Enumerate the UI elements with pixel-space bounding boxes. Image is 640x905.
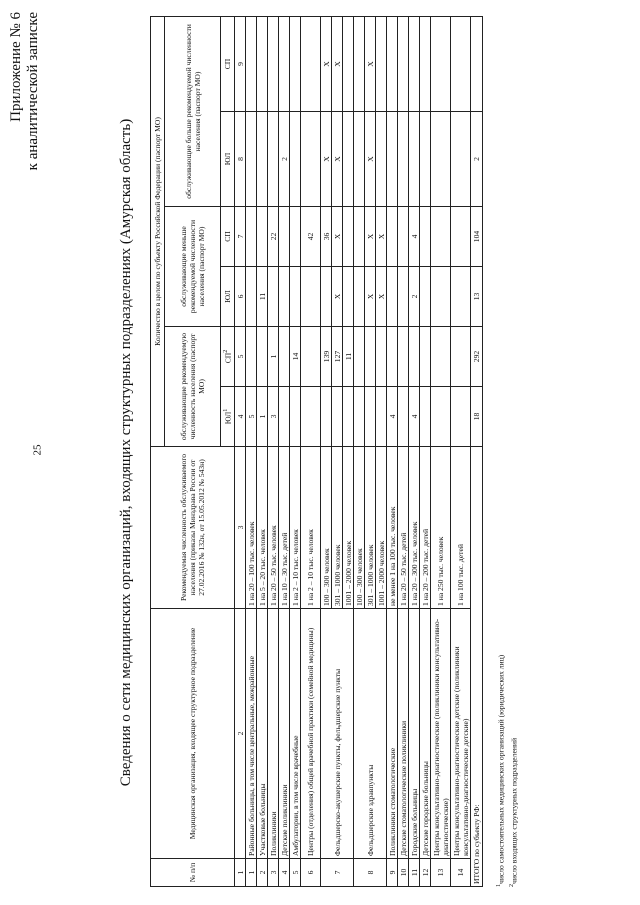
header-norm: Рекомендуемая численность обслуживаемого населения (приказы Минздрава России от 27.02.2016 № 132н, от 15.05.2012 № 543н): [151, 447, 235, 609]
row-value: [420, 16, 431, 111]
colnum-2: 2: [235, 609, 246, 859]
table-row: [301, 16, 321, 886]
total-label: ИТОГО по субъекту РФ:: [471, 447, 483, 887]
row-value: [387, 267, 398, 327]
appendix-line1: Приложение № 6: [8, 12, 24, 122]
row-value: [451, 327, 471, 387]
row-norm: 1 на 250 тыс. человек: [431, 447, 451, 609]
facilities-table: [150, 16, 483, 887]
row-value: X: [376, 207, 387, 267]
row-value: [398, 112, 409, 207]
row-value: 2: [279, 112, 290, 207]
row-value: [387, 16, 398, 111]
row-value: [301, 112, 321, 207]
row-organization: Участковые больницы: [257, 609, 268, 859]
page-number: 25: [31, 444, 44, 456]
appendix-line2: к аналитической записке: [25, 12, 41, 171]
footnote-1-text: число самостоятельных медицинских организаций (юридических лиц): [496, 654, 506, 884]
row-value: 4: [409, 387, 420, 447]
row-value: 36: [321, 207, 332, 267]
table-row: [409, 16, 420, 886]
row-value: [354, 267, 365, 327]
row-value: [290, 16, 301, 111]
row-value: [268, 16, 279, 111]
row-value: [398, 387, 409, 447]
row-number: 10: [398, 859, 409, 887]
row-value: [420, 112, 431, 207]
row-value: [268, 267, 279, 327]
row-value: X: [332, 267, 343, 327]
header-group-more: обслуживающие больше рекомендуемой численности населения (паспорт МО): [165, 16, 221, 206]
row-norm: 1 на 20 – 300 тыс. человек: [409, 447, 420, 609]
row-value: [354, 327, 365, 387]
header-yul-1: [221, 387, 235, 447]
row-value: [343, 207, 354, 267]
row-number: 5: [290, 859, 301, 887]
row-organization: Центры консультативно-диагностические детские (поликлиники консультативно-диагностические детские): [451, 609, 471, 859]
row-norm: 100 – 300 человек: [354, 447, 365, 609]
row-value: [451, 267, 471, 327]
row-value: [451, 387, 471, 447]
row-value: [246, 327, 257, 387]
row-value: 4: [387, 387, 398, 447]
row-value: 2: [409, 267, 420, 327]
row-value: X: [332, 16, 343, 111]
row-norm: 1001 – 2000 человек: [376, 447, 387, 609]
row-value: [343, 387, 354, 447]
row-value: [409, 327, 420, 387]
row-value: [451, 16, 471, 111]
table-row: [290, 16, 301, 886]
row-value: [451, 112, 471, 207]
row-number: 8: [354, 859, 387, 887]
row-number: 2: [257, 859, 268, 887]
row-number: 4: [279, 859, 290, 887]
row-norm: 1 на 10 – 30 тыс. детей: [279, 447, 290, 609]
row-organization: Амбулатории, в том числе врачебные: [290, 609, 301, 859]
total-value: 292: [471, 327, 483, 387]
row-organization: Центры консультативно-диагностические (поликлиники консультативно-диагностические): [431, 609, 451, 859]
row-number: 14: [451, 859, 471, 887]
table-row: [451, 16, 471, 886]
row-value: [321, 267, 332, 327]
footnote-2-text: число входящих структурных подразделений: [509, 737, 519, 884]
colnum-7: 7: [235, 207, 246, 267]
row-organization: Поликлиники стоматологические: [387, 609, 398, 859]
row-value: [279, 207, 290, 267]
row-value: X: [321, 16, 332, 111]
row-value: [431, 207, 451, 267]
row-value: [290, 112, 301, 207]
table-row: [431, 16, 451, 886]
row-norm: 1 на 5 – 20 тыс. человек: [257, 447, 268, 609]
row-value: [332, 387, 343, 447]
table-row: [398, 16, 409, 886]
row-organization: Поликлиники: [268, 609, 279, 859]
footnote-ref-1: 1: [223, 408, 230, 412]
header-yul-3: ЮЛ: [221, 112, 235, 207]
document-title: Сведения о сети медицинских организаций, входящих структурных подразделениях (Амурская область): [118, 118, 134, 787]
header-sp-1: [221, 327, 235, 387]
row-value: [354, 112, 365, 207]
row-organization: Детские городские больницы: [420, 609, 431, 859]
total-value: 2: [471, 112, 483, 207]
table-row: [387, 16, 398, 886]
row-organization: Детские поликлиники: [279, 609, 290, 859]
colnum-9: 9: [235, 16, 246, 111]
colnum-6: 6: [235, 267, 246, 327]
row-value: [376, 112, 387, 207]
row-value: [354, 16, 365, 111]
footnote-mark-2: 2: [508, 884, 515, 887]
row-value: [387, 112, 398, 207]
row-value: 42: [301, 207, 321, 267]
row-norm: 1 на 20 – 200 тыс. детей: [420, 447, 431, 609]
row-value: 22: [268, 207, 279, 267]
row-value: [431, 327, 451, 387]
row-value: 139: [321, 327, 332, 387]
row-organization: Детские стоматологические поликлиники: [398, 609, 409, 859]
row-value: [246, 267, 257, 327]
row-value: [301, 327, 321, 387]
row-value: [290, 387, 301, 447]
row-organization: Фельдшерские здравпункты: [354, 609, 387, 859]
colnum-1: 1: [235, 859, 246, 887]
row-value: [398, 327, 409, 387]
total-value: 104: [471, 207, 483, 267]
row-organization: Фельдшерско-акушерские пункты, фельдшерские пункты: [321, 609, 354, 859]
row-norm: 1 на 20 – 100 тыс. человек: [246, 447, 257, 609]
row-value: [420, 327, 431, 387]
row-number: 13: [431, 859, 451, 887]
row-number: 3: [268, 859, 279, 887]
row-value: [343, 267, 354, 327]
table-row: [257, 16, 268, 886]
row-number: 1: [246, 859, 257, 887]
row-value: 4: [409, 207, 420, 267]
colnum-3: 3: [235, 447, 246, 609]
header-sp-1-label: СП: [223, 352, 233, 364]
row-value: [431, 267, 451, 327]
header-group-less: обслуживающие меньше рекомендуемой численности населения (паспорт МО): [165, 207, 221, 327]
header-sp-2: СП: [221, 207, 235, 267]
total-value: 13: [471, 267, 483, 327]
row-value: [387, 207, 398, 267]
table-row: [420, 16, 431, 886]
row-value: [268, 112, 279, 207]
row-norm: 1 на 20 – 50 тыс. детей: [398, 447, 409, 609]
footnote-2: [507, 655, 520, 887]
row-number: 11: [409, 859, 420, 887]
row-value: X: [332, 112, 343, 207]
row-value: 1: [268, 327, 279, 387]
row-value: [409, 112, 420, 207]
row-norm: 1 на 2 – 10 тыс. человек: [301, 447, 321, 609]
row-value: [354, 207, 365, 267]
row-value: 3: [268, 387, 279, 447]
footnote-ref-2: 2: [223, 349, 230, 353]
table-row: [354, 16, 365, 886]
table-row: [279, 16, 290, 886]
row-norm: 1001 – 2000 человек: [343, 447, 354, 609]
row-value: [398, 207, 409, 267]
row-value: X: [365, 267, 376, 327]
footnotes: [494, 655, 519, 887]
row-organization: Центры (отделения) общей врачебной практики (семейной медицины): [301, 609, 321, 859]
row-value: [343, 16, 354, 111]
row-value: X: [365, 16, 376, 111]
header-sp-3: СП: [221, 16, 235, 111]
colnum-5: 5: [235, 327, 246, 387]
row-value: [387, 327, 398, 387]
row-value: [279, 327, 290, 387]
header-total: Количество в целом по субъекту Российской Федерации (паспорт МО): [151, 16, 165, 446]
row-norm: 301 – 1000 человек: [365, 447, 376, 609]
row-norm: 301 – 1000 человек: [332, 447, 343, 609]
header-org: Медицинская организация, входящее структурное подразделение: [151, 609, 235, 859]
row-norm: 100 – 300 человек: [321, 447, 332, 609]
row-value: [376, 387, 387, 447]
row-number: 6: [301, 859, 321, 887]
row-value: 11: [343, 327, 354, 387]
total-value: 18: [471, 387, 483, 447]
row-value: [301, 267, 321, 327]
row-value: [279, 387, 290, 447]
row-norm: 1 на 2 – 10 тыс. человек: [290, 447, 301, 609]
header-group-recommended: обслуживающие рекомендуемую численность населения (паспорт МО): [165, 327, 221, 447]
row-value: X: [332, 207, 343, 267]
row-value: 127: [332, 327, 343, 387]
row-value: [376, 327, 387, 387]
row-number: 12: [420, 859, 431, 887]
row-value: [246, 112, 257, 207]
row-value: X: [365, 112, 376, 207]
header-yul-1-label: ЮЛ: [223, 411, 233, 425]
row-value: [246, 16, 257, 111]
row-value: [409, 16, 420, 111]
table-body: [246, 16, 483, 886]
colnum-4: 4: [235, 387, 246, 447]
row-value: [301, 16, 321, 111]
row-value: X: [321, 112, 332, 207]
row-value: [257, 207, 268, 267]
row-value: X: [365, 207, 376, 267]
total-row: [471, 16, 483, 886]
row-value: [246, 207, 257, 267]
row-norm: 1 на 20 – 50 тыс. человек: [268, 447, 279, 609]
row-value: [279, 16, 290, 111]
table-row: [268, 16, 279, 886]
appendix-header: [8, 12, 42, 170]
footnote-mark-1: 1: [496, 884, 502, 887]
row-value: [420, 387, 431, 447]
row-value: [343, 112, 354, 207]
row-value: [354, 387, 365, 447]
row-value: [279, 267, 290, 327]
row-norm: 1 на 100 тыс. детей: [451, 447, 471, 609]
colnum-8: 8: [235, 112, 246, 207]
row-number: 9: [387, 859, 398, 887]
row-value: [398, 267, 409, 327]
table-row: [321, 16, 332, 886]
row-value: 11: [257, 267, 268, 327]
header-yul-2: ЮЛ: [221, 267, 235, 327]
row-value: [420, 267, 431, 327]
row-value: [290, 207, 301, 267]
row-value: 1: [257, 387, 268, 447]
row-number: 7: [321, 859, 354, 887]
row-value: X: [376, 267, 387, 327]
table-row: [246, 16, 257, 886]
row-organization: Районные больницы, в том числе центральные, межрайонные: [246, 609, 257, 859]
header-num: № п/п: [151, 859, 235, 887]
row-organization: Городские больницы: [409, 609, 420, 859]
row-value: [431, 387, 451, 447]
row-value: [431, 16, 451, 111]
footnote-1: [494, 655, 507, 887]
total-value: [471, 16, 483, 111]
row-value: 5: [246, 387, 257, 447]
row-value: [290, 267, 301, 327]
row-value: [365, 327, 376, 387]
row-value: [321, 387, 332, 447]
row-value: [376, 16, 387, 111]
row-value: [420, 207, 431, 267]
row-value: [398, 16, 409, 111]
row-norm: не менее 1 на 100 тыс. человек: [387, 447, 398, 609]
row-value: [257, 327, 268, 387]
row-value: [431, 112, 451, 207]
row-value: [365, 387, 376, 447]
row-value: [257, 16, 268, 111]
row-value: 14: [290, 327, 301, 387]
row-value: [451, 207, 471, 267]
row-value: [257, 112, 268, 207]
row-value: [301, 387, 321, 447]
column-number-row: [235, 16, 246, 886]
